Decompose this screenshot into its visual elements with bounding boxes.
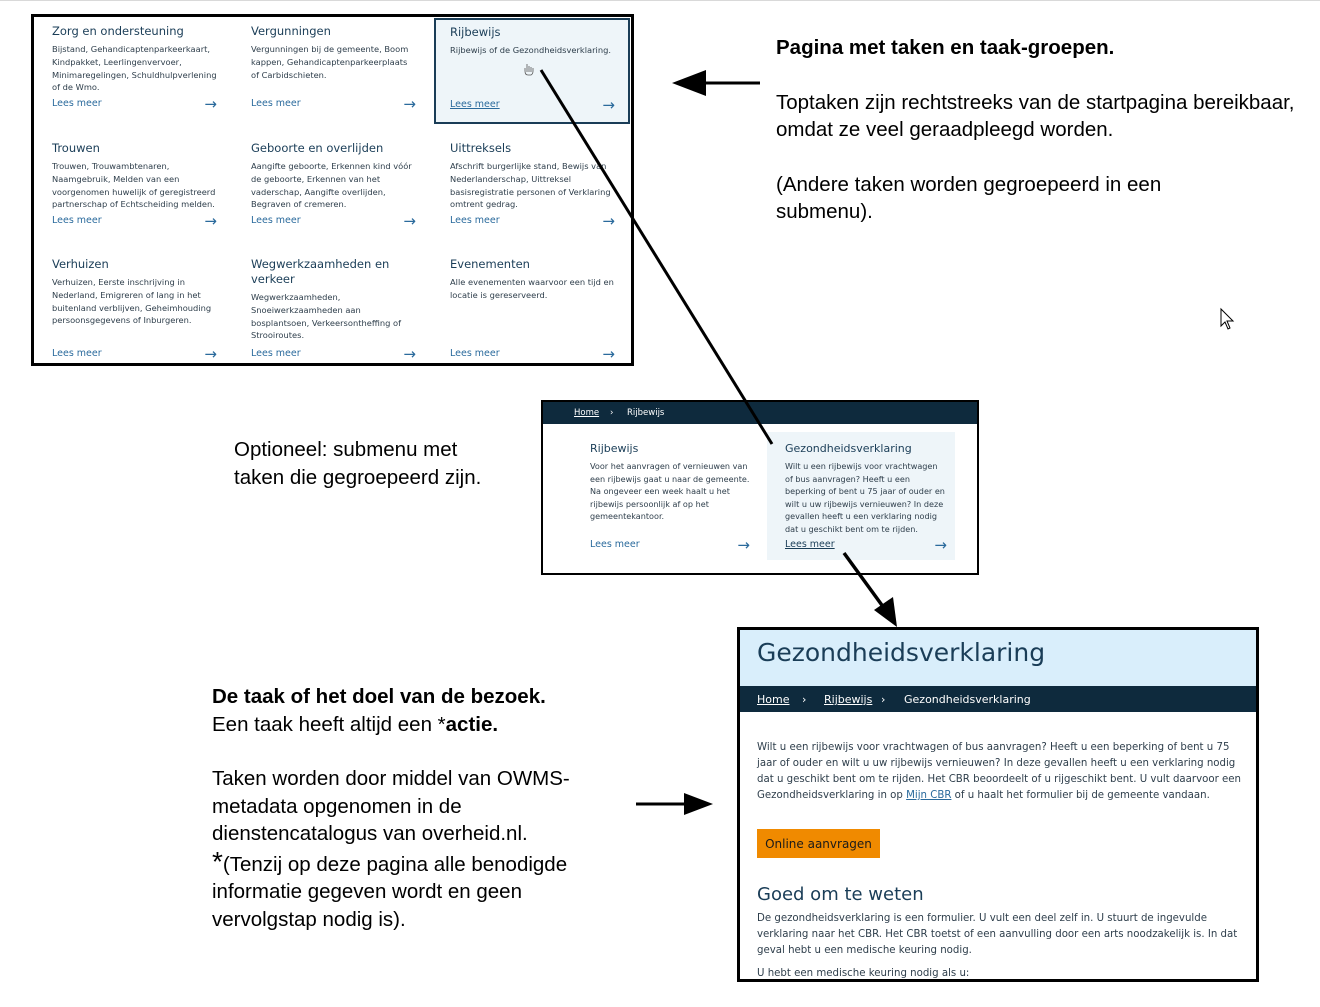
mijn-cbr-link[interactable]: Mijn CBR [906,790,952,801]
submenu-item-title: Gezondheidsverklaring [785,442,912,455]
hand-cursor-icon [525,64,533,75]
lees-meer-link[interactable]: Lees meer [450,99,500,110]
arrow-right-icon: → [602,345,615,363]
arrow-right-icon: → [737,536,750,554]
tile-desc: Vergunningen bij de gemeente, Boom kappen, Gehandicaptenparkeerplaats of Carbidschieten. [251,44,409,80]
intro-text-part: of u haalt het formulier bij de gemeente vandaan. [951,790,1210,801]
arrow-right-icon: → [403,95,416,113]
footnote-star: * [212,845,223,877]
section-text-cutoff: U hebt een medische keuring nodig als u: [757,968,970,979]
tile-title: Trouwen [52,141,100,155]
tile-title: Evenementen [450,257,530,271]
lees-meer-link[interactable]: Lees meer [785,539,835,550]
annotation-heading: Pagina met taken en taak-groepen. [776,36,1115,59]
lees-meer-link[interactable]: Lees meer [450,348,500,359]
tile-desc: Rijbewijs of de Gezondheidsverklaring. [450,45,611,55]
arrow-right-icon: → [204,345,217,363]
intro-text-part: Wilt u een rijbewijs voor vrachtwagen of bus aanvragen? Heeft u een beperking of bent u 75 jaar of ouder en wilt u uw rijbewijs vernieuwen? In deze gevallen heeft u een verklaring nodig dat u geschikt bent om te rijden. Het CBR beoordeelt of u rijgeschikt bent. U vult daarvoor een Gezondheidsverklaring in op [757,742,1242,801]
tile-title: Rijbewijs [450,25,501,39]
breadcrumb-current: Gezondheidsverklaring [904,693,1031,706]
lees-meer-link[interactable]: Lees meer [251,98,301,109]
annotation-paragraph: (Andere taken worden gegroepeerd in een submenu). [776,172,1162,223]
connector-line [541,70,772,444]
annotation-paragraph: Taken worden door middel van OWMS-metadata opgenomen in de dienstencatalogus van overheid.nl. [212,767,570,845]
lees-meer-link[interactable]: Lees meer [52,98,102,109]
lees-meer-link[interactable]: Lees meer [52,348,102,359]
arrow-right-icon: → [403,345,416,363]
tile-desc: Verhuizen, Eerste inschrijving in Nederland, Emigreren of lang in het buitenland verblijven, Geheimhouding persoonsgegevens of Inburgeren. [52,277,212,326]
lees-meer-link[interactable]: Lees meer [590,539,640,550]
tile-title: Vergunningen [251,24,331,38]
breadcrumb-current: Rijbewijs [627,408,665,418]
annotation-text: Een taak heeft altijd een * [212,712,446,736]
tile-title: Verhuizen [52,257,109,271]
tile-desc: Wegwerkzaamheden, Snoeiwerkzaamheden aan bosplantsoen, Verkeersontheffing of Strooiroutes. [251,292,401,341]
section-text: De gezondheidsverklaring is een formulier. U vult een deel zelf in. U stuurt de ingevulde verklaring naar het CBR. Het CBR toetst of een aanvulling door een arts noodzakelijk is. In dat geval hebt u een medische keuring nodig. [757,913,1238,956]
submenu-item-desc: Wilt u een rijbewijs voor vrachtwagen of bus aanvragen? Heeft u een beperking of bent u 75 jaar of ouder en wilt u uw rijbewijs vernieuwen? In deze gevallen heeft u een verklaring nodig dat u geschikt bent om te rijden. [785,461,945,534]
arrow-right-icon: → [204,212,217,230]
arrow-right-icon: → [204,95,217,113]
annotation-bold-text: actie. [445,712,499,736]
tile-title: Geboorte en overlijden [251,141,384,155]
tile-desc: Afschrift burgerlijke stand, Bewijs van Nederlanderschap, Uittreksel basisregistratie personen of Verklaring omtrent gedrag. [450,161,611,210]
arrow-right-icon: → [403,212,416,230]
tile-title: Uittreksels [450,141,512,155]
tile-desc: Bijstand, Gehandicaptenparkeerkaart, Kindpakket, Leerlingenvervoer, Minimaregelingen, Schuldhulpverlening of de Wmo. [52,44,217,93]
breadcrumb-separator: › [610,408,614,418]
lees-meer-link[interactable]: Lees meer [251,348,301,359]
online-aanvragen-button[interactable]: Online aanvragen [757,829,880,858]
mouse-pointer-icon [1221,309,1233,329]
annotation-paragraph: Toptaken zijn rechtstreeks van de startpagina bereikbaar, omdat ze veel geraadpleegd worden. [776,90,1295,141]
arrow-right-icon: → [602,212,615,230]
annotation-paragraph: Optioneel: submenu met taken die gegroepeerd zijn. [234,438,482,489]
breadcrumb-separator: › [802,693,807,706]
annotation-text: (Tenzij op deze pagina alle benodigde informatie gegeven wordt en geen vervolgstap nodig is). [212,852,568,931]
arrow-left-icon [672,70,760,96]
submenu-item-desc: Voor het aanvragen of vernieuwen van een rijbewijs gaat u naar de gemeente. Na ongeveer een week haalt u het rijbewijs persoonlijk af op het gemeentekantoor. [590,461,750,522]
arrow-right-icon [636,793,713,815]
arrow-down-right-icon [844,553,897,627]
tile-desc: Aangifte geboorte, Erkennen kind vóór de geboorte, Erkennen van het vaderschap, Aangifte overlijden, Begraven of cremeren. [251,161,412,210]
lees-meer-link[interactable]: Lees meer [52,215,102,226]
arrow-right-icon: → [602,96,615,114]
tile-title: Zorg en ondersteuning [52,24,184,38]
arrow-right-icon: → [934,536,947,554]
page-title: Gezondheidsverklaring [757,638,1046,667]
tile-title: Wegwerkzaamheden en verkeer [251,257,390,286]
breadcrumb-separator: › [881,693,886,706]
tile-desc: Alle evenementen waarvoor een tijd en locatie is gereserveerd. [450,277,614,300]
lees-meer-link[interactable]: Lees meer [251,215,301,226]
breadcrumb-home-link[interactable]: Home [574,408,600,418]
breadcrumb-rijbewijs-link[interactable]: Rijbewijs [824,693,873,706]
annotation-heading: De taak of het doel van de bezoek. [212,685,546,708]
breadcrumb-home-link[interactable]: Home [757,693,790,706]
section-heading: Goed om te weten [757,884,924,905]
lees-meer-link[interactable]: Lees meer [450,215,500,226]
submenu-item-title: Rijbewijs [590,442,639,455]
tile-desc: Trouwen, Trouwambtenaren, Naamgebruik, Melden van een voorgenomen huwelijk of geregistreerd partnerschap of Echtscheiding melden. [52,161,216,210]
